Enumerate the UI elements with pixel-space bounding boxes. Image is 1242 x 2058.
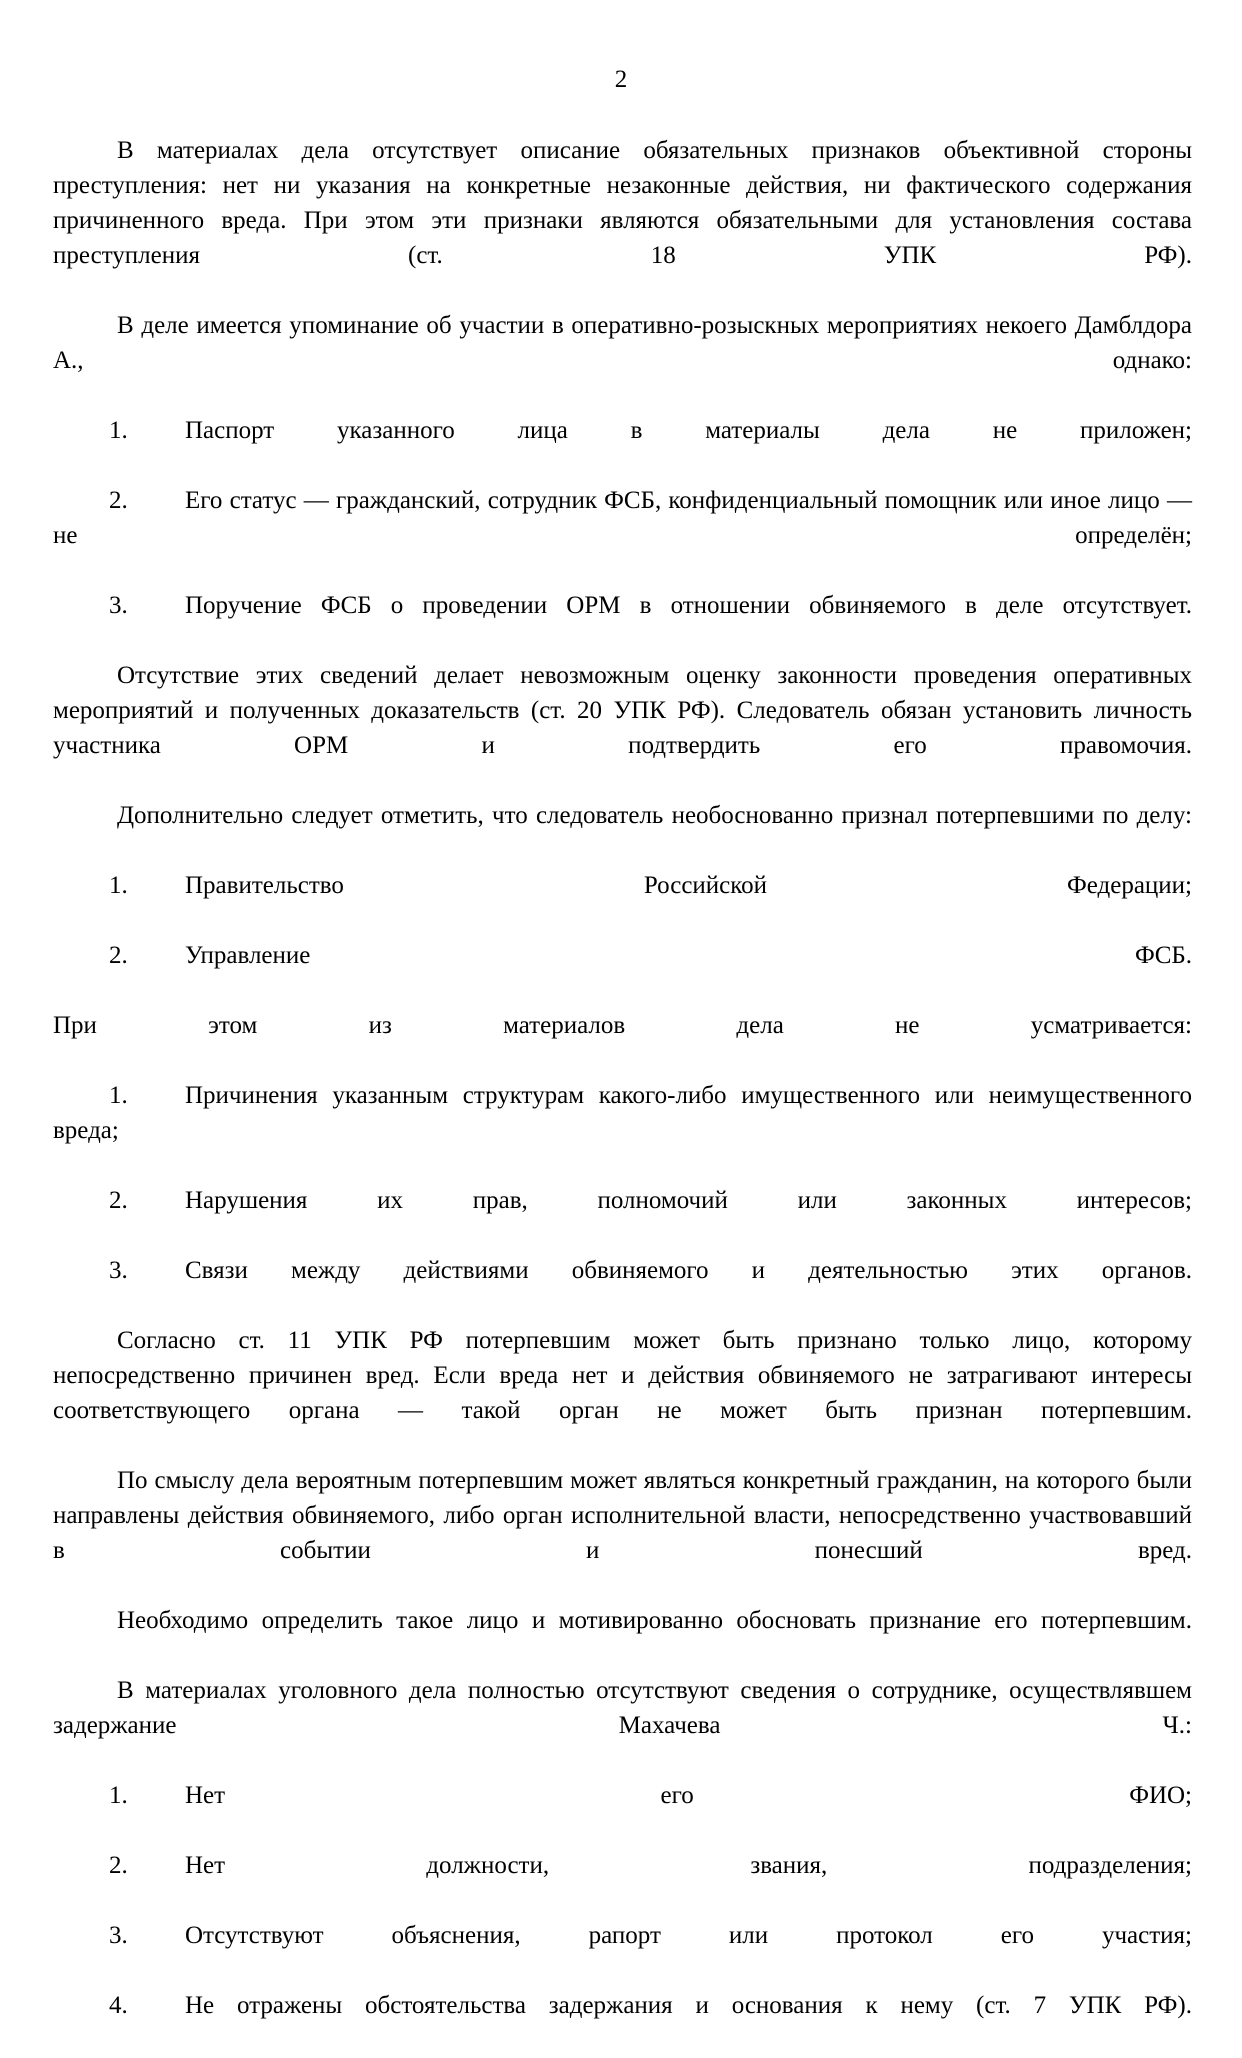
- list-item-number: 2.: [109, 1187, 128, 1214]
- paragraph-not-apparent-intro: При этом из материалов дела не усматривается:: [53, 1012, 1192, 1039]
- paragraph-probable-victim: По смыслу дела вероятным потерпевшим может являться конкретный гражданин, на которого были направлены действия обвиняемого, либо орган исполнительной власти, непосредственно участвовавший в событии и понесший вред.: [53, 1467, 1192, 1564]
- paragraph-article-11: Согласно ст. 11 УПК РФ потерпевшим может быть признано только лицо, которому непосредственно причинен вред. Если вреда нет и действия обвиняемого не затрагивают интересы соответствующего органа — такой орган не может быть признан потерпевшим.: [53, 1327, 1192, 1424]
- list-officer-deficiencies: [53, 1778, 1192, 2058]
- list-item-number: 1.: [109, 1782, 128, 1809]
- list-item: [53, 1848, 1192, 1918]
- list-item: [53, 1778, 1192, 1848]
- list-item: [53, 483, 1192, 588]
- list-item-text: Нет его ФИО;: [185, 1782, 1192, 1809]
- list-item: [53, 588, 1192, 658]
- list-item-number: 4.: [109, 1992, 128, 2019]
- list-item-text: Связи между действиями обвиняемого и деятельностью этих органов.: [185, 1257, 1192, 1284]
- list-item-text: Причинения указанным структурам какого-либо имущественного или неимущественного вреда;: [53, 1082, 1192, 1144]
- list-item-number: 1.: [109, 1082, 128, 1109]
- list-item: [53, 1988, 1192, 2058]
- list-item-number: 3.: [109, 1922, 128, 1949]
- list-item-text: Нарушения их прав, полномочий или законных интересов;: [185, 1187, 1192, 1214]
- list-item-number: 1.: [109, 417, 128, 444]
- list-item-text: Управление ФСБ.: [185, 942, 1192, 969]
- list-item-number: 2.: [109, 942, 128, 969]
- list-item: [53, 868, 1192, 938]
- paragraph-unfounded-victims: Дополнительно следует отметить, что следователь необоснованно признал потерпевшими по делу:: [117, 802, 1192, 829]
- list-item-number: 2.: [109, 1852, 128, 1879]
- list-item-text: Поручение ФСБ о проведении ОРМ в отношении обвиняемого в деле отсутствует.: [185, 592, 1192, 619]
- list-item-text: Паспорт указанного лица в материалы дела не приложен;: [185, 417, 1192, 444]
- list-item: [53, 1078, 1192, 1183]
- list-not-established: [53, 1078, 1192, 1323]
- list-item: [53, 413, 1192, 483]
- paragraph-must-identify: Необходимо определить такое лицо и мотивированно обосновать признание его потерпевшим.: [117, 1607, 1192, 1634]
- list-item: [53, 1918, 1192, 1988]
- list-item-number: 3.: [109, 592, 128, 619]
- list-recognized-victims: [53, 868, 1192, 1008]
- list-item-text: Нет должности, звания, подразделения;: [185, 1852, 1192, 1879]
- paragraph-officer-missing: В материалах уголовного дела полностью отсутствуют сведения о сотруднике, осуществлявшем задержание Махачева Ч.:: [53, 1677, 1192, 1739]
- list-item: [53, 1183, 1192, 1253]
- paragraph-orm-mention: В деле имеется упоминание об участии в оперативно-розыскных мероприятиях некоего Дамблдора А., однако:: [53, 312, 1192, 374]
- paragraph-missing-info-consequences: Отсутствие этих сведений делает невозможным оценку законности проведения оперативных мероприятий и полученных доказательств (ст. 20 УПК РФ). Следователь обязан установить личность участника ОРМ и подтвердить его правомочия.: [53, 662, 1192, 759]
- list-orm-deficiencies: [53, 413, 1192, 658]
- list-item-number: 1.: [109, 872, 128, 899]
- document-body: [53, 133, 1192, 2058]
- list-item-number: 2.: [109, 487, 128, 514]
- paragraph-objective-side: В материалах дела отсутствует описание обязательных признаков объективной стороны преступления: нет ни указания на конкретные незаконные действия, ни фактического содержания причиненного вреда. При этом эти признаки являются обязательными для установления состава преступления (ст. 18 УПК РФ).: [53, 137, 1192, 269]
- list-item-number: 3.: [109, 1257, 128, 1284]
- list-item: [53, 938, 1192, 1008]
- list-item-text: Не отражены обстоятельства задержания и основания к нему (ст. 7 УПК РФ).: [185, 1992, 1192, 2019]
- list-item-text: Его статус — гражданский, сотрудник ФСБ, конфиденциальный помощник или иное лицо — не определён;: [53, 487, 1192, 549]
- page-number: 2: [614, 66, 628, 93]
- list-item-text: Отсутствуют объяснения, рапорт или протокол его участия;: [185, 1922, 1192, 1949]
- list-item: [53, 1253, 1192, 1323]
- list-item-text: Правительство Российской Федерации;: [185, 872, 1192, 899]
